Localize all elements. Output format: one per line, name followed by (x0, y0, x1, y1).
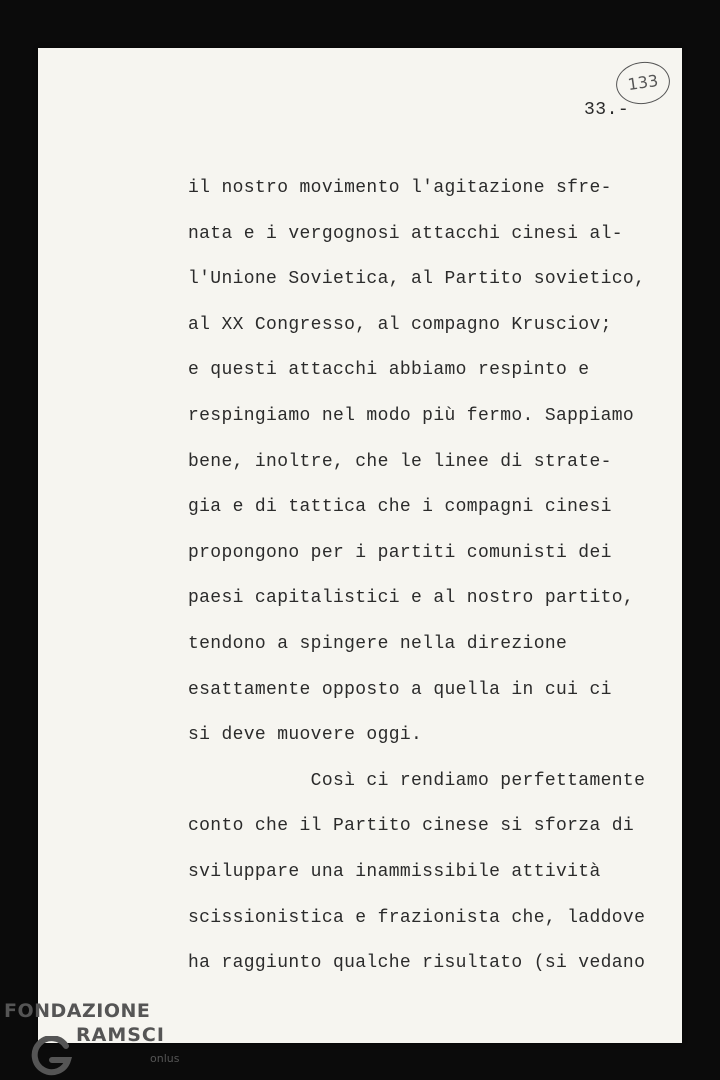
text-line: esattamente opposto a quella in cui ci (188, 679, 612, 700)
watermark-line-3: onlus (150, 1052, 180, 1065)
text-line: e questi attacchi abbiamo respinto e (188, 360, 590, 381)
text-line: bene, inoltre, che le linee di strate- (188, 451, 612, 472)
text-line: gia e di tattica che i compagni cinesi (188, 497, 612, 518)
text-line: Così ci rendiamo perfettamente (188, 770, 646, 791)
watermark-line-1: FONDAZIONE (4, 1000, 151, 1022)
text-line: respingiamo nel modo più fermo. Sappiamo (188, 405, 635, 426)
text-line: propongono per i partiti comunisti dei (188, 542, 612, 563)
text-line: nata e i vergognosi attacchi cinesi al- (188, 223, 623, 244)
page-number: 33.- (584, 100, 630, 120)
watermark-line-2: RAMSCI (76, 1024, 165, 1046)
text-line: al XX Congresso, al compagno Krusciov; (188, 314, 612, 335)
text-line: si deve muovere oggi. (188, 725, 423, 746)
text-line: tendono a spingere nella direzione (188, 633, 568, 654)
text-line: paesi capitalistici e al nostro partito, (188, 588, 635, 609)
text-line: ha raggiunto qualche risultato (si vedano (188, 953, 646, 974)
text-line: il nostro movimento l'agitazione sfre- (188, 178, 612, 198)
typed-text-body (188, 166, 645, 987)
archive-number-stamp: 133 (613, 58, 672, 107)
text-line: scissionistica e frazionista che, laddove (188, 907, 646, 928)
fondazione-gramsci-watermark (4, 1000, 184, 1080)
gramsci-g-logo-icon (28, 1036, 72, 1076)
text-line: conto che il Partito cinese si sforza di (188, 816, 635, 837)
document-page (38, 48, 682, 1043)
text-line: sviluppare una inammissibile attività (188, 861, 601, 882)
text-line: l'Unione Sovietica, al Partito sovietico, (188, 269, 646, 290)
